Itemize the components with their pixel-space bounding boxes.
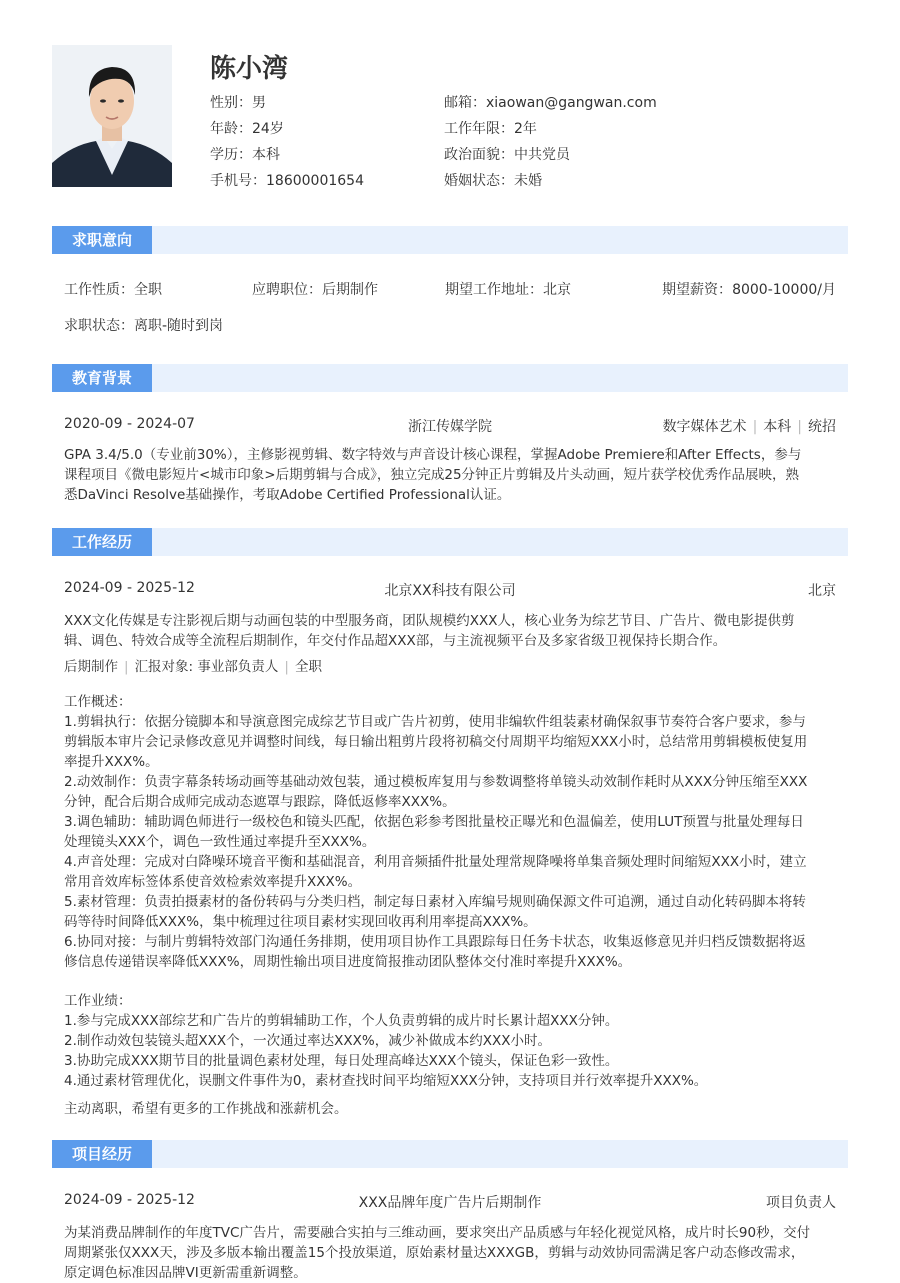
intent-type-value: 全职 xyxy=(134,282,162,298)
work-company-intro xyxy=(64,611,836,651)
work-role-meta: 后期制作 | 汇报对象: 事业部负责人 | 全职 xyxy=(64,659,322,675)
work-overview-line: 2.动效制作：负责字幕条转场动画等基础动效包装，通过模板库复用与参数调整将单镜头动效制作耗时从XXX分钟压缩至XXX xyxy=(64,774,808,790)
work-overview-line: 剪辑版本审片会记录修改意见并调整时间线，每日输出粗剪片段将初稿交付周期平均缩短XXX小时，总结常用剪辑模板使复用 xyxy=(64,734,808,750)
intent-location-label: 期望工作地址： xyxy=(445,282,543,298)
work-company: 北京XX科技有限公司 xyxy=(384,583,516,599)
work-overview-line: 5.素材管理：负责拍摄素材的备份转码与分类归档，制定每日素材入库编号规则确保源文件可追溯，通过自动化转码脚本将转 xyxy=(64,894,806,910)
intent-salary-value: 8000-10000/月 xyxy=(732,282,836,298)
section-title-education: 教育背景 xyxy=(52,364,152,392)
years-label: 工作年限： xyxy=(444,121,514,137)
work-role: 后期制作 xyxy=(64,659,118,675)
work-intro-line: 辑、调色、特效合成等全流程后期制作，年交付作品超XXX部，与主流视频平台及多家省级卫视保持长期合作。 xyxy=(64,633,727,649)
section-education xyxy=(52,364,848,392)
age-row xyxy=(210,116,364,142)
intent-location xyxy=(445,279,571,299)
education-label: 学历： xyxy=(210,147,252,163)
political-row xyxy=(444,142,657,168)
section-title-intent: 求职意向 xyxy=(52,226,152,254)
portrait-photo xyxy=(52,45,172,187)
project-name: XXX品牌年度广告片后期制作 xyxy=(358,1195,542,1211)
education-desc-line: 悉DaVinci Resolve基础操作，考取Adobe Certified Professional认证。 xyxy=(64,487,511,503)
education-value: 本科 xyxy=(252,147,280,163)
work-date: 2024-09 - 2025-12 xyxy=(64,580,195,596)
email-value: xiaowan@gangwan.com xyxy=(486,95,657,111)
project-desc-line: 为某消费品牌制作的年度TVC广告片，需要融合实拍与三维动画，要求突出产品质感与年轻化视觉风格，成片时长90秒，交付 xyxy=(64,1225,811,1241)
work-overview-line: 码等待时间降低XXX%，集中梳理过往项目素材实现回收再利用率提高XXX%。 xyxy=(64,914,537,930)
project-desc-line: 原定调色标准因品牌VI更新需重新调整。 xyxy=(64,1265,307,1281)
work-intro-line: XXX文化传媒是专注影视后期与动画包装的中型服务商，团队规模约XXX人，核心业务为综艺节目、广告片、微电影提供剪 xyxy=(64,613,795,629)
project-desc-line: 周期紧张仅XXX天，涉及多版本输出覆盖15个投放渠道，原始素材量达XXXGB，剪辑与动效协同需满足客户动态修改需求， xyxy=(64,1245,805,1261)
work-overview-line: 率提升XXX%。 xyxy=(64,754,159,770)
education-date: 2020-09 - 2024-07 xyxy=(64,416,195,432)
work-header xyxy=(64,580,836,600)
section-title-project: 项目经历 xyxy=(52,1140,152,1168)
project-description xyxy=(64,1223,836,1283)
education-mode: 统招 xyxy=(808,419,836,435)
work-overview-line: 常用音效库标签体系使音效检索效率提升XXX%。 xyxy=(64,874,362,890)
intent-salary xyxy=(662,279,836,299)
intent-position-label: 应聘职位： xyxy=(252,282,322,298)
work-result-line: 4.通过素材管理优化，误删文件事件为0，素材查找时间平均缩短XXX分钟，支持项目并行效率提升XXX%。 xyxy=(64,1073,708,1089)
work-mode: 全职 xyxy=(294,659,322,675)
education-desc-line: GPA 3.4/5.0（专业前30%），主修影视剪辑、数字特效与声音设计核心课程，掌握Adobe Premiere和After Effects，参与 xyxy=(64,447,802,463)
work-city: 北京 xyxy=(808,583,836,599)
political-label: 政治面貌： xyxy=(444,147,514,163)
intent-type xyxy=(64,279,162,299)
work-overview xyxy=(64,692,836,972)
work-overview-line: 修信息传递错误率降低XXX%，周期性输出项目进度简报推动团队整体交付准时率提升XXX%。 xyxy=(64,954,632,970)
age-label: 年龄： xyxy=(210,121,252,137)
candidate-name: 陈小湾 xyxy=(210,54,289,84)
intent-status-value: 离职-随时到岗 xyxy=(134,318,224,334)
work-overview-line: 4.声音处理：完成对白降噪环境音平衡和基础混音，利用音频插件批量处理常规降噪将单集音频处理时间缩短XXX小时，建立 xyxy=(64,854,807,870)
work-overview-line: 1.剪辑执行：依据分镜脚本和导演意图完成综艺节目或广告片初剪，使用非编软件组装素材确保叙事节奏符合客户要求，参与 xyxy=(64,714,806,730)
project-date: 2024-09 - 2025-12 xyxy=(64,1192,195,1208)
phone-value: 18600001654 xyxy=(266,173,364,189)
education-school: 浙江传媒学院 xyxy=(408,419,492,435)
gender-label: 性别： xyxy=(210,95,252,111)
section-work xyxy=(52,528,848,556)
age-value: 24岁 xyxy=(252,121,284,137)
work-result-line: 3.协助完成XXX期节目的批量调色素材处理，每日处理高峰达XXX个镜头，保证色彩一致性。 xyxy=(64,1053,619,1069)
project-header xyxy=(64,1192,836,1212)
work-overview-line: 分钟，配合后期合成师完成动态遮罩与跟踪，降低返修率XXX%。 xyxy=(64,794,456,810)
intent-location-value: 北京 xyxy=(543,282,571,298)
education-row xyxy=(210,142,364,168)
education-degree: 本科 xyxy=(763,419,792,435)
basic-info-right xyxy=(444,90,657,194)
intent-position xyxy=(252,279,378,299)
intent-position-value: 后期制作 xyxy=(322,282,378,298)
section-project xyxy=(52,1140,848,1168)
work-result-line: 1.参与完成XXX部综艺和广告片的剪辑辅助工作，个人负责剪辑的成片时长累计超XXX分钟。 xyxy=(64,1013,619,1029)
political-value: 中共党员 xyxy=(514,147,570,163)
basic-info-left xyxy=(210,90,364,194)
work-overview-line: 6.协同对接：与制片剪辑特效部门沟通任务排期，使用项目协作工具跟踪每日任务卡状态，收集返修意见并归档反馈数据将返 xyxy=(64,934,806,950)
email-row xyxy=(444,90,657,116)
work-result-line: 2.制作动效包装镜头超XXX个，一次通过率达XXX%，减少补做成本约XXX小时。 xyxy=(64,1033,551,1049)
gender-row xyxy=(210,90,364,116)
years-row xyxy=(444,116,657,142)
education-major: 数字媒体艺术 xyxy=(662,419,747,435)
work-results xyxy=(64,991,836,1091)
phone-label: 手机号： xyxy=(210,173,266,189)
section-title-work: 工作经历 xyxy=(52,528,152,556)
work-report: 汇报对象: 事业部负责人 xyxy=(134,659,279,675)
work-overview-line: 3.调色辅助：辅助调色师进行一级校色和镜头匹配，依据色彩参考图批量校正曝光和色温偏差，使用LUT预置与批量处理每日 xyxy=(64,814,804,830)
work-overview-line: 处理镜头XXX个，调色一致性通过率提升至XXX%。 xyxy=(64,834,376,850)
gender-value: 男 xyxy=(252,95,266,111)
education-header xyxy=(64,416,836,436)
marital-row xyxy=(444,168,657,194)
education-meta: 数字媒体艺术 | 本科 | 统招 xyxy=(662,419,836,435)
section-intent xyxy=(52,226,848,254)
avatar xyxy=(52,45,172,187)
intent-salary-label: 期望薪资： xyxy=(662,282,733,298)
project-role: 项目负责人 xyxy=(766,1195,836,1211)
marital-value: 未婚 xyxy=(514,173,542,189)
intent-type-label: 工作性质： xyxy=(64,282,134,298)
marital-label: 婚姻状态： xyxy=(444,173,514,189)
email-label: 邮箱： xyxy=(444,95,486,111)
years-value: 2年 xyxy=(514,121,537,137)
education-desc-line: 课程项目《微电影短片<城市印象>后期剪辑与合成》，独立完成25分钟正片剪辑及片头动画，短片获学校优秀作品展映，熟 xyxy=(64,467,800,483)
work-leave-reason: 主动离职，希望有更多的工作挑战和涨薪机会。 xyxy=(64,1101,348,1117)
intent-status-label: 求职状态： xyxy=(64,318,134,334)
education-description xyxy=(64,445,836,505)
work-overview-title: 工作概述： xyxy=(64,694,132,710)
intent-status xyxy=(64,315,223,335)
work-results-title: 工作业绩： xyxy=(64,993,132,1009)
phone-row xyxy=(210,168,364,194)
